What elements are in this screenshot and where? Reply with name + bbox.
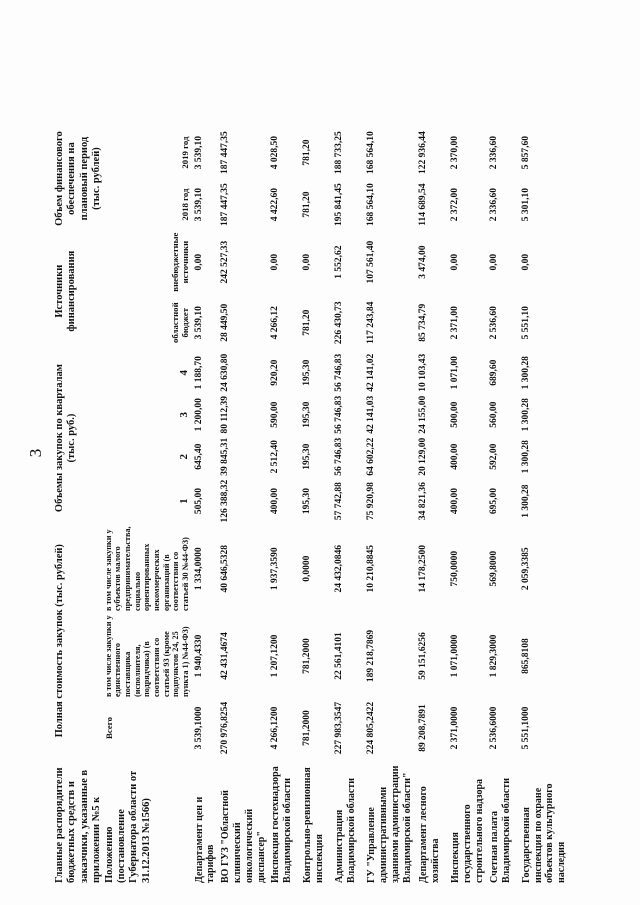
cell-offbudget: 0,00 bbox=[193, 253, 204, 270]
header-q2: 2 bbox=[177, 453, 190, 459]
cell-q3: 24 155,00 bbox=[418, 395, 429, 434]
cell-q4: 195,30 bbox=[302, 359, 313, 386]
cell-single: 865,8108 bbox=[520, 637, 531, 674]
header-total-cost: Полная стоимость закупок (тыс. рублей) bbox=[54, 543, 65, 737]
cell-q1: 1 300,28 bbox=[520, 483, 531, 518]
cell-q1: 75 920,98 bbox=[366, 481, 377, 520]
cell-regional: 4 266,12 bbox=[270, 305, 281, 339]
table-row bbox=[518, 126, 568, 884]
header-funding-sources: Источники финансирования bbox=[54, 250, 78, 332]
cell-offbudget: 0,00 bbox=[302, 253, 313, 270]
cell-small: 1 937,3590 bbox=[270, 546, 281, 590]
cell-total: 3 539,1000 bbox=[193, 706, 204, 749]
procurement-table bbox=[48, 126, 568, 884]
cell-q1: 400,00 bbox=[450, 487, 461, 514]
cell-q3: 1 200,00 bbox=[193, 397, 204, 431]
table-row bbox=[299, 126, 331, 884]
cell-offbudget: 242 527,33 bbox=[220, 240, 231, 283]
cell-y2018: 2 336,60 bbox=[488, 187, 499, 221]
cell-regional: 3 539,10 bbox=[193, 305, 204, 339]
cell-q4: 1 188,70 bbox=[193, 355, 204, 389]
cell-y2018: 3 539,10 bbox=[193, 187, 204, 221]
cell-regional: 28 449,50 bbox=[220, 303, 231, 342]
cell-offbudget: 107 561,40 bbox=[366, 240, 377, 283]
cell-total: 270 976,8254 bbox=[220, 701, 231, 754]
cell-single: 59 151,6256 bbox=[418, 631, 429, 680]
row-name: Контрольно-ревизионная инспекция bbox=[302, 766, 326, 883]
cell-total: 224 805,2422 bbox=[366, 701, 377, 754]
cell-q4: 1 300,28 bbox=[520, 355, 531, 389]
cell-offbudget: 0,00 bbox=[488, 253, 499, 270]
table-row bbox=[447, 126, 485, 884]
cell-q1: 34 821,36 bbox=[418, 481, 429, 520]
cell-small: 10 210,8845 bbox=[366, 544, 377, 592]
cell-q3: 195,30 bbox=[302, 401, 313, 428]
cell-q2: 20 129,00 bbox=[418, 437, 429, 476]
cell-q3: 590,00 bbox=[270, 401, 281, 428]
cell-q4: 24 630,80 bbox=[220, 353, 231, 392]
table-row bbox=[191, 126, 218, 884]
cell-total: 781,2000 bbox=[302, 709, 313, 746]
cell-small: 2 059,3385 bbox=[520, 546, 531, 590]
cell-small: 750,0000 bbox=[450, 550, 461, 587]
row-name: Счетная палата Владимирской области bbox=[488, 777, 512, 883]
cell-single: 42 431,4674 bbox=[220, 631, 231, 680]
row-name: ВО ГУЗ "Областной клинический онкологический диспансер" bbox=[220, 789, 267, 883]
cell-y2019: 2 336,60 bbox=[488, 135, 499, 169]
cell-y2019: 5 857,60 bbox=[520, 135, 531, 169]
cell-q2: 2 512,40 bbox=[270, 439, 281, 473]
cell-y2019: 187 447,35 bbox=[220, 130, 231, 174]
header-year-2019: 2019 год bbox=[180, 135, 191, 169]
header-regional-budget: областной бюджет bbox=[169, 301, 191, 343]
cell-q4: 56 746,83 bbox=[334, 353, 345, 392]
header-quarter-volumes: Объемы закупок по кварталам (тыс. руб.) bbox=[54, 363, 78, 512]
cell-regional: 781,20 bbox=[302, 309, 313, 336]
cell-q2: 400,00 bbox=[450, 443, 461, 470]
cell-q1: 126 388,32 bbox=[220, 479, 231, 522]
header-q4: 4 bbox=[177, 369, 190, 375]
cell-small: 40 646,5328 bbox=[220, 544, 231, 592]
cell-regional: 2 536,60 bbox=[488, 305, 499, 339]
cell-total: 2 371,0000 bbox=[450, 706, 461, 749]
cell-y2018: 4 422,60 bbox=[270, 187, 281, 221]
cell-single: 1 071,0000 bbox=[450, 634, 461, 677]
cell-regional: 2 371,00 bbox=[450, 305, 461, 339]
cell-small: 569,8000 bbox=[488, 550, 499, 587]
table-row bbox=[217, 126, 267, 884]
cell-q1: 195,30 bbox=[302, 487, 313, 514]
cell-q1: 400,00 bbox=[270, 487, 281, 514]
table-row bbox=[363, 126, 415, 884]
row-name: Государственная инспекция по охране объектов культурного наследия bbox=[520, 783, 568, 883]
header-q3: 3 bbox=[177, 411, 190, 417]
cell-q2: 195,30 bbox=[302, 443, 313, 470]
cell-y2018: 195 841,45 bbox=[334, 182, 345, 226]
cell-single: 22 561,4101 bbox=[334, 631, 345, 680]
cell-q4: 920,20 bbox=[270, 359, 281, 386]
cell-total: 2 536,6000 bbox=[488, 706, 499, 749]
cell-q2: 645,40 bbox=[193, 443, 204, 470]
cell-single: 1 207,1200 bbox=[270, 634, 281, 677]
cell-small: 0,0000 bbox=[302, 555, 313, 582]
header-q1: 1 bbox=[177, 497, 190, 504]
cell-q1: 695,00 bbox=[488, 487, 499, 514]
cell-regional: 117 243,84 bbox=[366, 301, 377, 344]
cell-regional: 85 734,79 bbox=[418, 303, 429, 342]
cell-single: 189 218,7869 bbox=[366, 629, 377, 682]
table-row bbox=[486, 126, 518, 884]
header-row-main bbox=[48, 126, 104, 884]
cell-small: 14 178,2500 bbox=[418, 544, 429, 592]
cell-q4: 689,60 bbox=[488, 359, 499, 386]
cell-total: 5 551,1000 bbox=[520, 706, 531, 749]
cell-y2019: 781,20 bbox=[302, 139, 313, 166]
cell-y2018: 781,20 bbox=[302, 191, 313, 218]
rotated-content bbox=[20, 13, 620, 893]
cell-offbudget: 0,00 bbox=[270, 253, 281, 270]
cell-y2018: 5 301,10 bbox=[520, 187, 531, 221]
row-name: Департамент лесного хозяйства bbox=[418, 785, 442, 883]
cell-q3: 56 746,83 bbox=[334, 395, 345, 434]
table-row bbox=[331, 126, 363, 884]
cell-y2018: 2 372,00 bbox=[450, 187, 461, 221]
table-body bbox=[191, 126, 568, 884]
cell-small: 1 334,0000 bbox=[193, 546, 204, 590]
row-name: Департамент цен и тарифов bbox=[193, 796, 217, 883]
cell-single: 1 829,3000 bbox=[488, 634, 499, 677]
cell-q3: 1 300,28 bbox=[520, 397, 531, 431]
row-name: Инспекция государственного строительного надзора bbox=[450, 778, 485, 883]
cell-offbudget: 0,00 bbox=[520, 253, 531, 270]
cell-y2018: 187 447,35 bbox=[220, 182, 231, 226]
header-distributors: Главные распорядители бюджетных средств и заказчики, указанные в приложении №5 к Положению (постановление Губернатора области от 31.12.2013 №1566) bbox=[54, 766, 152, 883]
cell-q3: 560,00 bbox=[488, 401, 499, 428]
cell-y2019: 188 733,25 bbox=[334, 130, 345, 174]
cell-q4: 10 103,43 bbox=[418, 353, 429, 392]
cell-single: 1 940,4330 bbox=[193, 634, 204, 677]
cell-q4: 42 141,02 bbox=[366, 353, 377, 392]
cell-offbudget: 0,00 bbox=[450, 253, 461, 270]
header-year-2018: 2018 год bbox=[180, 187, 191, 221]
cell-small: 24 432,0846 bbox=[334, 544, 345, 592]
cell-q3: 500,00 bbox=[450, 401, 461, 428]
table-row bbox=[267, 126, 299, 884]
cell-q2: 1 300,28 bbox=[520, 439, 531, 473]
header-planned-period: Объем финансового обеспечения на плановый период (тыс. рублей) bbox=[54, 130, 103, 226]
cell-regional: 226 430,73 bbox=[334, 300, 345, 344]
cell-y2019: 3 539,10 bbox=[193, 135, 204, 169]
cell-regional: 5 551,10 bbox=[520, 305, 531, 339]
cell-offbudget: 3 474,00 bbox=[418, 245, 429, 279]
cell-y2019: 122 936,44 bbox=[418, 130, 429, 174]
cell-q1: 505,00 bbox=[193, 487, 204, 514]
cell-offbudget: 1 552,62 bbox=[334, 245, 345, 279]
header-single-supplier: в том числе закупки у единственного поставщика (исполнителя, подрядчика) (в соответствии со статьей 93 (кроме подпунктов 24, 25 пункта 1) №44-ФЗ) bbox=[103, 614, 190, 697]
cell-q2: 39 845,31 bbox=[220, 437, 231, 476]
page-number: 3 bbox=[26, 448, 45, 457]
cell-q2: 592,00 bbox=[488, 443, 499, 470]
cell-total: 4 266,1200 bbox=[270, 706, 281, 749]
row-name: Инспекция гостехнадзора Владимирской области bbox=[270, 765, 294, 883]
cell-q3: 80 112,39 bbox=[220, 395, 231, 433]
header-small-business: в том числе закупки у субъектов малого предпринимательства, социально ориентированных некоммерческих организаций (в соответствии со статьей 30 №44-ФЗ) bbox=[103, 525, 190, 611]
cell-q4: 1 071,00 bbox=[450, 355, 461, 389]
cell-q3: 42 141,03 bbox=[366, 395, 377, 434]
cell-y2019: 4 028,50 bbox=[270, 135, 281, 169]
cell-q2: 56 746,83 bbox=[334, 437, 345, 476]
cell-single: 781,2000 bbox=[302, 637, 313, 674]
row-name: ГУ "Управление административными зданиями администрации Владимирской области" bbox=[366, 765, 413, 883]
header-total: Всего bbox=[103, 716, 114, 739]
row-name: Администрация Владимирской области bbox=[334, 777, 358, 883]
header-off-budget: внебюджетные источники bbox=[169, 232, 191, 292]
cell-q2: 64 602,22 bbox=[366, 437, 377, 476]
cell-y2018: 114 689,54 bbox=[418, 182, 429, 226]
cell-total: 89 208,7891 bbox=[418, 703, 429, 752]
cell-y2018: 168 564,10 bbox=[366, 182, 377, 226]
table-row bbox=[415, 126, 447, 884]
cell-total: 227 983,3547 bbox=[334, 701, 345, 754]
cell-y2019: 2 370,00 bbox=[450, 135, 461, 169]
cell-q1: 57 742,88 bbox=[334, 481, 345, 520]
cell-y2019: 168 564,10 bbox=[366, 130, 377, 174]
